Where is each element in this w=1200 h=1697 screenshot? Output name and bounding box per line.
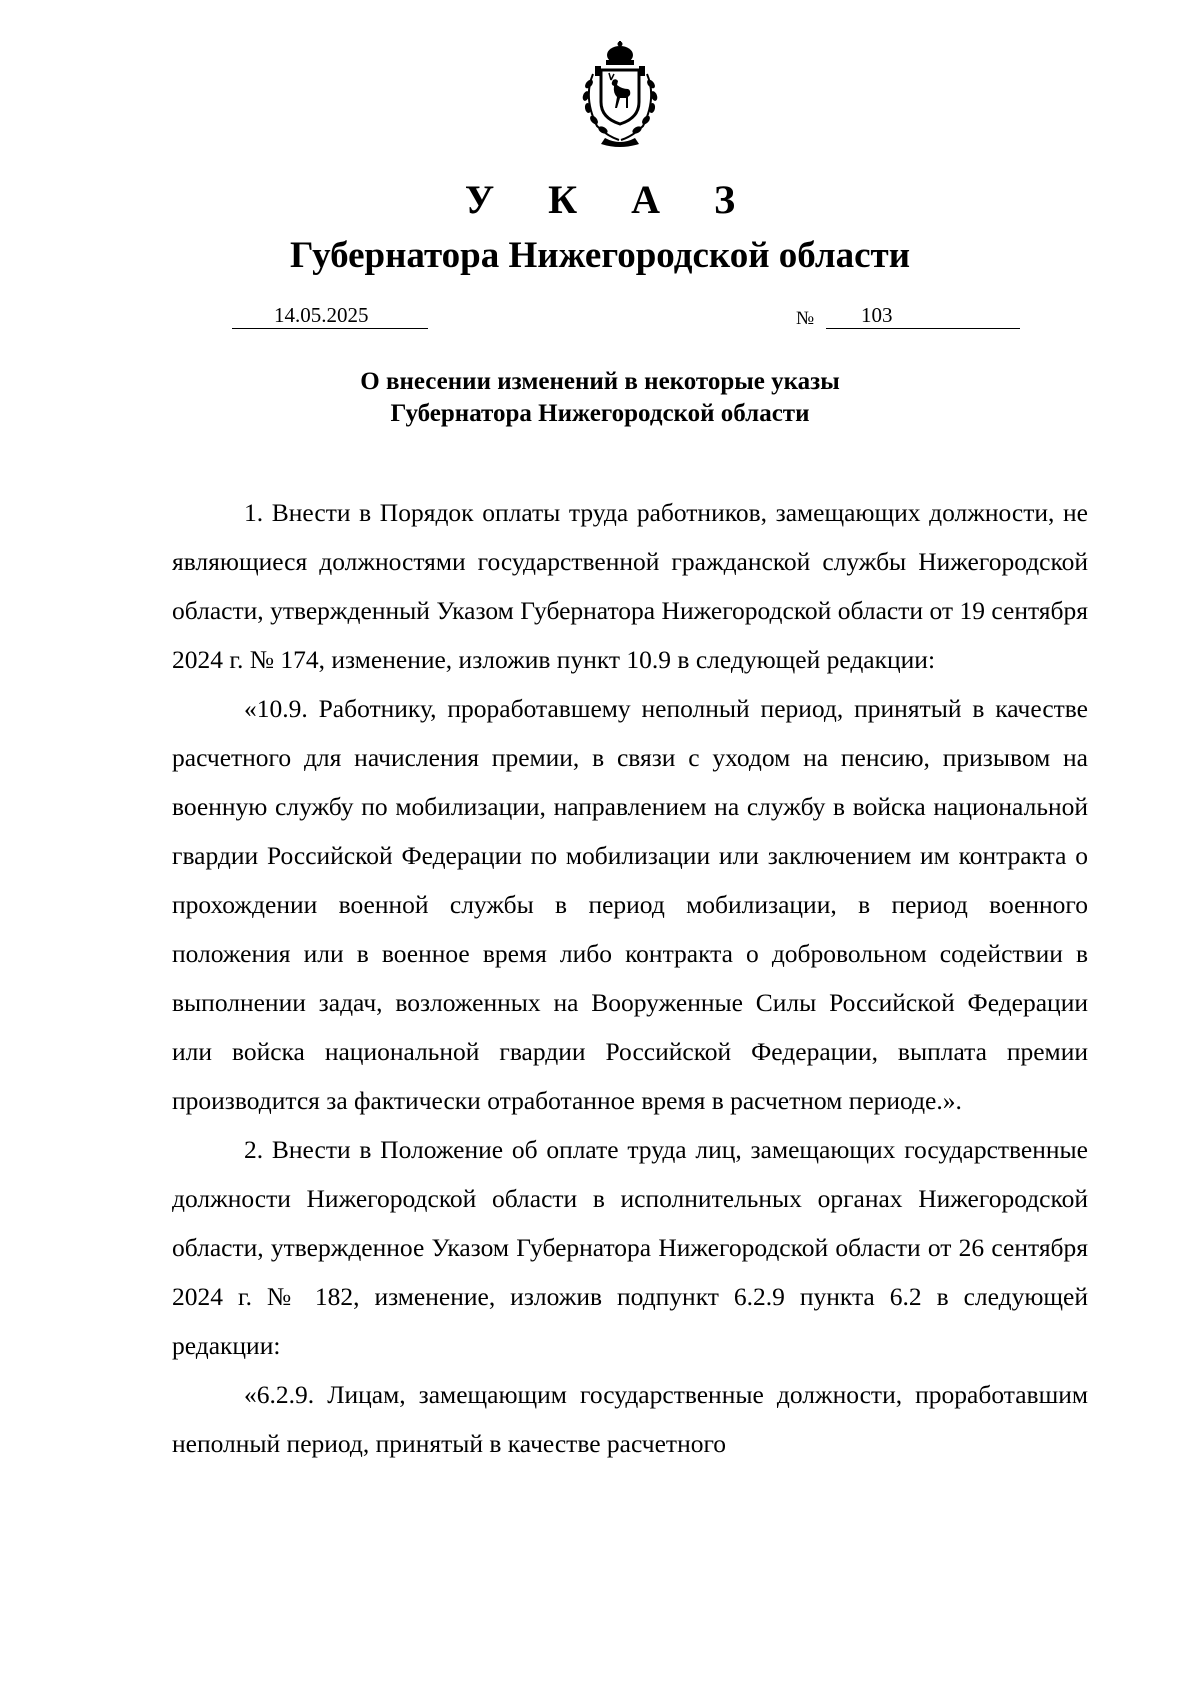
coat-of-arms-emblem bbox=[565, 40, 675, 148]
paragraph-2: «10.9. Работнику, проработавшему неполный период, принятый в качестве расчетного для начисления премии, в связи с уходом на пенсию, призывом на военную службу по мобилизации, направлением на службу в войска национальной гвардии Российской Федерации по мобилизации или заключением им контракта о прохождении военной службы в период мобилизации, в период военного положения или в военное время либо контракта о добровольном содействии в выполнении задач, возложенных на Вооруженные Силы Российской Федерации или войска национальной гвардии Российской Федерации, выплата премии производится за фактически отработанное время в расчетном периоде.». bbox=[172, 694, 1088, 1115]
number-field bbox=[826, 302, 1020, 329]
paragraph-4: «6.2.9. Лицам, замещающим государственные должности, проработавшим неполный период, принятый в качестве расчетного bbox=[172, 1380, 1088, 1458]
document-subject bbox=[0, 366, 1200, 430]
date-value: 14.05.2025 bbox=[274, 303, 369, 327]
number-value: 103 bbox=[861, 303, 893, 327]
paragraph-3: 2. Внести в Положение об оплате труда лиц, замещающих государственные должности Нижегородской области в исполнительных органах Нижегородской области, утвержденное Указом Губернатора Нижегородской области от 26 сентября 2024 г. № 182, изменение, изложив подпункт 6.2.9 пункта 6.2 в следующей редакции: bbox=[172, 1135, 1088, 1360]
paragraph-1: 1. Внести в Порядок оплаты труда работников, замещающих должности, не являющиеся должностями государственной гражданской службы Нижегородской области, утвержденный Указом Губернатора Нижегородской области от 19 сентября 2024 г. № 174, изменение, изложив пункт 10.9 в следующей редакции: bbox=[172, 498, 1088, 674]
subject-line-2: Губернатора Нижегородской области bbox=[390, 400, 810, 427]
deer-emblem-icon bbox=[565, 40, 675, 148]
document-type-title: У К А З bbox=[464, 177, 758, 222]
subject-line-1: О внесении изменений в некоторые указы bbox=[360, 368, 840, 395]
document-body bbox=[172, 488, 1088, 1468]
issuer-title: Губернатора Нижегородской области bbox=[289, 235, 911, 276]
date-field bbox=[232, 302, 428, 329]
number-label: № bbox=[796, 308, 815, 329]
